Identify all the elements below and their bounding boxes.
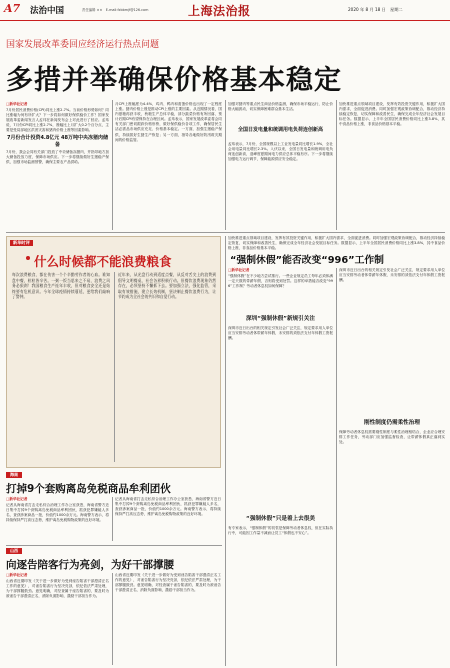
column-rule — [112, 573, 113, 665]
hainan-col1-text: 记者从海南省打击走私综合治理工作办公室获悉，海南省警方近日集中打掉9个套购离岛免税商品牟利团伙，抓获犯罪嫌疑人多名，查获涉案商品一批，价值约1000余万元。海南警方表示，将持续保持严打高压态势，维护离岛免税购物政策的良好环境。 — [6, 503, 109, 523]
shanxi-col1-text: 山西省近期印发《关于进一步做好为受到诬告陷害干部澄清正名工作的意见》，对诬告陷害行为坚决亮剑，依纪依法严肃处理，为干部撑腰鼓劲。意见明确，对经查属于诬告陷害的，要及时为被诬告干部澄清正名，消除负面影响，激励干部担当作为。 — [6, 579, 109, 599]
article-996-subhead-1: 深圳“强制休假”新规引关注 — [246, 316, 315, 322]
shanxi-col2-text: 山西省近期印发《关于进一步做好为受到诬告陷害干部澄清正名工作的意见》，对诬告陷害行为坚决亮剑，依纪依法严肃处理，为干部撑腰鼓劲。意见明确，对经查属于诬告陷害的，要及时为被诬告干部澄清正名，消除负面影响，激励干部担当作为。 — [115, 573, 221, 593]
section-rule — [6, 232, 445, 233]
column-rule — [336, 100, 337, 230]
commentary-tag: 新华时评 — [10, 240, 33, 246]
bullet-dot-icon — [26, 256, 30, 260]
article-996-col1b-text: 有专家表示，“强制休假”的初衷是保障劳动者休息权，但在实际执行中，可能因工作量不减而让员工“休假也不安心”。 — [228, 526, 333, 536]
lead-headline: 多措并举确保价格基本稳定 — [6, 65, 342, 96]
column-rule — [114, 272, 115, 462]
article-996-intro: “强制休假”在不少地方尝试推行。一些企业规定员工每年必须休满一定天数的带薪年假，否则将受到处罚。这样的举措能否改变“996”工作制？劳动者休息权如何保障？ — [228, 274, 333, 289]
hainan-byline: □新华社记者 — [6, 497, 28, 501]
shanxi-label: 山西 — [6, 548, 22, 554]
lead-col3-top-text: 加强对猪肉等重点民生商品价格监测，确保市场平稳运行，防止价格大幅波动，切实保障困难群众基本生活。 — [228, 102, 333, 112]
right-top-text: 加快推进重点领域项目建设，发挥有效投资关键作用，积极扩大国内需求，全面促进消费。同时加强宏观政策协调配合，推动经济持续稳定恢复，切实保障和改善民生，确保完成全年经济社会发展目标任务。数据显示，上半年全国居民消费价格同比上涨3.8%，其中食品价格上涨，非食品价格基本平稳。 — [228, 236, 445, 250]
page-number: A7 — [4, 2, 21, 15]
article-996-title: “强制休假”能否改变“996”工作制 — [230, 255, 384, 266]
commentary-left-text: 每次浪费粮食，都在伤害一个个辛勤劳作者的心血。谁知盘中餐，粒粒皆辛苦。一粥一饭当思来之不易，浪费之风务必狠刹！我国粮食生产连年丰收，但对粮食安全还是始终要有危机意识。今年全球疫情持续蔓延，更给我们敲响了警钟。 — [12, 272, 110, 300]
hainan-title: 打掉9个套购离岛免税商品牟利团伙 — [6, 483, 171, 495]
editor-info: 责任编辑 ×× E-mail:fzbbmjf@126.com — [82, 8, 149, 12]
shanxi-byline: □新华社记者 — [6, 573, 28, 577]
lead-col1-text: 7月份居民消费价格(CPI)同比上涨2.7%。当前价格形势如何？同比涨幅为何有所扩大？下一步将如何做好保供稳价工作？国家发展改革委新闻发言人孟玮在新闻发布会上对此进行了回应。孟玮说，7月份CPI同比上涨2.7%，涨幅比上月扩大0.2个百分点，主要是受局部地区洪涝灾害和猪肉价格上涨等因素影响。 — [6, 108, 109, 133]
article-996-subhead-2: “强制休假”只是着上去很美 — [246, 516, 315, 522]
lead-byline: □新华社记者 — [6, 102, 28, 106]
column-rule — [336, 268, 337, 666]
lead-col1b-text: 7月份，我会会同有关部门投放了中央储备冻猪肉，并指导地方加大储备投放力度，保障市场供应。下一步将继续做好生猪稳产保供，加强市场监测预警，确保主要农产品供给。 — [6, 150, 109, 165]
lead-col1-subhead: 7月份合计投资4.8亿元 48万吨中央冻猪肉储备 — [6, 135, 109, 148]
article-996-byline: □新华社记者 — [228, 268, 250, 272]
lead-col2-text: 月CPI上涨幅度为4.4%，鸡肉、鸭肉和禽蛋价格也出现了一定程度上涨。猪肉价格上涨是推动CPI上涨的主要因素。从近期情况看，国内夏粮再获丰收，秋粮生产总体平稳，部分蔬菜价格有所回落，预计后期CPI有望保持在合理区间。孟玮表示，国家发展改革委将会同有关部门密切跟踪价格形势，做好保供稳价各项工作，确保居民生活必需品市场供应充足、价格基本稳定。一方面，加强生猪稳产保供，持续抓好生猪生产恢复；另一方面，指导各地做好防汛救灾期间的价格监管。 — [115, 102, 222, 142]
column-rule — [225, 100, 226, 230]
article-996-col1-text: 深圳市近日出台的相关规定引发社会广泛关注，规定要求用人单位应当安排劳动者休带薪年休假，未安排的须依法支付年休假工资报酬。 — [228, 326, 333, 341]
shanxi-title: 向逐告陪客行为亮剑，为好干部撑腰 — [6, 559, 174, 571]
commentary-title: 什么时候都不能浪费粮食 — [34, 254, 172, 269]
lead-col3-subhead: 全国日发电量和统调用电负荷连创新高 — [237, 127, 323, 133]
lead-col4-text: 加快推进重点领域项目建设，发挥有效投资关键作用，积极扩大国内需求，全面促进消费。同时加强宏观政策协调配合，推动经济持续稳定恢复，切实保障和改善民生，确保完成全年经济社会发展目标任务。数据显示，上半年全国居民消费价格同比上涨3.8%，其中食品价格上涨，非食品价格基本平稳。 — [339, 102, 445, 127]
section-name: 法治中国 — [30, 6, 65, 16]
hainan-label: 海南 — [6, 472, 22, 478]
paper-masthead: 上海法治报 — [188, 4, 251, 18]
article-996-col2b-text: 保障劳动者休息权需要刚性制度与柔性治理相结合，企业应合理安排工作任务，劳动部门应加强监督检查，让带薪休假真正落到实处。 — [339, 430, 445, 445]
lead-col3-text: 孟玮表示，7月份，全国规模以上工业发电量同比增长1.9%，全社会用电量同比增长2.3%。入伏以来，全国日发电量和统调用电负荷连创新高，迎峰度夏期间电力供应总体平稳有序。下一步将继续加强电力运行调节，保障能源供应安全稳定。 — [228, 142, 333, 162]
commentary-right-text: 近年来，从光盘行动到适度点餐，从反对舌尖上的浪费到倡导文明餐桌，社会各界积极行动。但餐饮浪费现象仍然存在，必须坚持不懈抓下去。要加强立法，强化监管，采取有效措施，建立长效机制，坚决制止餐饮浪费行为，让节约成为全社会的共识和自觉行动。 — [118, 272, 216, 300]
section-rule — [6, 545, 222, 546]
article-996-col2-text: 深圳市近日出台的相关规定引发社会广泛关注，规定要求用人单位应当安排劳动者休带薪年休假，未安排的须依法支付年休假工资报酬。 — [339, 268, 445, 283]
lead-kicker: 国家发展改革委回应经济运行热点问题 — [6, 40, 160, 50]
column-rule — [112, 497, 113, 541]
column-rule — [225, 236, 226, 666]
masthead-rule — [0, 20, 450, 21]
column-rule — [112, 100, 113, 230]
paper-date: 2020 年 8 月 18 日 星期二 — [348, 7, 403, 12]
hainan-col2-text: 记者从海南省打击走私综合治理工作办公室获悉，海南省警方近日集中打掉9个套购离岛免税商品牟利团伙，抓获犯罪嫌疑人多名，查获涉案商品一批，价值约1000余万元。海南警方表示，将持续保持严打高压态势，维护离岛免税购物政策的良好环境。 — [115, 497, 221, 517]
article-996-subhead-3: 刚性制度仍需柔性治理 — [364, 420, 420, 426]
